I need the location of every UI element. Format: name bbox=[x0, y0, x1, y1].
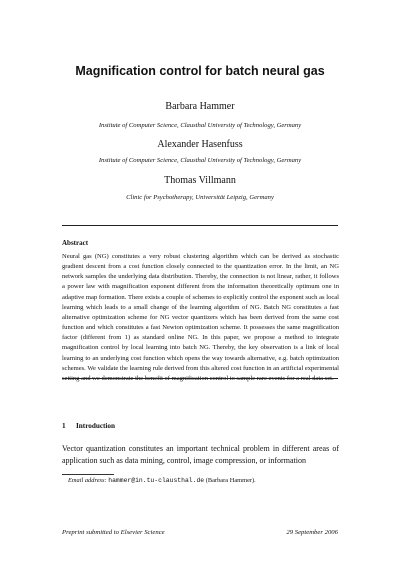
author-affiliation: Clinic for Psychotherapy, Universität Leipzig, Germany bbox=[126, 194, 274, 201]
paper-title: Magnification control for batch neural gas bbox=[75, 64, 325, 78]
footnote-email[interactable]: hammer@in.tu-clausthal.de bbox=[108, 477, 205, 484]
footnote bbox=[68, 477, 256, 484]
footnote-label: Email address: bbox=[68, 477, 107, 484]
intro-paragraph: Vector quantization constitutes an important technical problem in different areas of application such as data mining, control, image compression, or information bbox=[62, 444, 339, 465]
footnote-suffix: (Barbara Hammer). bbox=[205, 477, 256, 484]
abstract-top-rule bbox=[62, 225, 338, 226]
abstract-bottom-rule bbox=[62, 378, 338, 379]
footer-left: Preprint submitted to Elsevier Science bbox=[62, 529, 165, 536]
footer-right: 29 September 2006 bbox=[286, 529, 338, 536]
section-number: 1 bbox=[62, 422, 66, 430]
abstract-heading: Abstract bbox=[62, 239, 89, 247]
footnote-rule bbox=[62, 474, 114, 475]
author-name: Barbara Hammer bbox=[165, 101, 235, 112]
author-name: Alexander Hasenfuss bbox=[157, 139, 243, 150]
abstract-text: Neural gas (NG) constitutes a very robust clustering algorithm which can be derived as stochastic gradient descent from a cost function closely connected to the quantization error. In the limit, an NG network samples the underlying data distribution. Thereby, the connection is not linear, rather, it follows a power law with magnification exponent different from the information theoretically optimum one in adaptive map formation. There exists a couple of schemes to explicitly control the exponent such as local learning which leads to a small change of the learning algorithm of NG. Batch NG constitutes a fast alternative optimization scheme for NG vector quantizers which has been derived from the same cost function and which constitutes a fast Newton optimization scheme. It possesses the same magnification factor (different from 1) as standard online NG. In this paper, we propose a method to integrate magnification control by local learning into batch NG. Thereby, the key observation is a link of local learning to an underlying cost function which opens the way towards alternative, e.g. batch optimization schemes. We validate the learning rule derived from this altered cost function in an artificial experimental setting and we demonstrate the benefit of magnification control to sample rare events for a real data set. bbox=[62, 253, 339, 382]
author-name: Thomas Villmann bbox=[164, 175, 236, 186]
section-title: Introduction bbox=[76, 422, 116, 430]
author-affiliation: Institute of Computer Science, Clausthal University of Technology, Germany bbox=[98, 157, 302, 164]
author-affiliation: Institute of Computer Science, Clausthal University of Technology, Germany bbox=[98, 122, 302, 129]
